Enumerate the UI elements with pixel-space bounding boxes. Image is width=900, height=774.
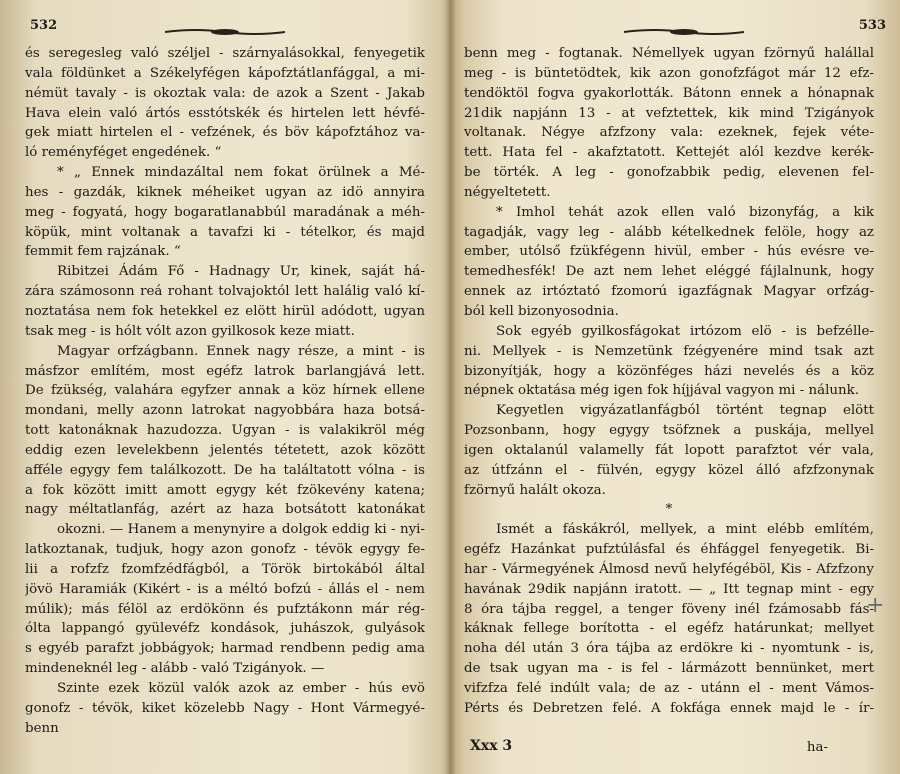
text-line: be törték. A leg - gonofzabbik pedig, elevenen fel- xyxy=(464,165,874,181)
text-line: * Imhol tehát azok ellen való bizonyfág, a kik xyxy=(496,204,874,220)
text-line: tsak meg - is hólt vólt azon gyilkosok keze miatt. xyxy=(25,323,355,339)
text-line: vifzfza felé indúlt vala; de az - utánn el - ment Vámos- xyxy=(464,681,874,696)
text-line: temedhesfék! De azt nem lehet eléggé fájlalnunk, hogy xyxy=(464,264,874,280)
text-line: nagy méltatlanfág, azért az haza botsátott katonákat xyxy=(25,502,425,518)
text-line: 21dik napjánn 13 - at vefztettek, kik mind Tzigányok xyxy=(464,105,874,121)
left-page-text xyxy=(25,44,425,739)
text-line: az útfzánn el - fülvén, egygy közel álló afzfzonynak xyxy=(464,462,874,478)
text-line: a fok között imitt amott egygy két fzökevény katena; xyxy=(25,482,425,498)
right-page xyxy=(450,0,900,774)
text-line: gek miatt hirtelen el - vefzének, és böv kápofztához va- xyxy=(25,125,425,141)
text-line: Ismét a fáskákról, mellyek, a mint elébb említém, xyxy=(496,522,874,538)
page-number: 533 xyxy=(858,18,886,33)
text-line: tett. Hata fel - akafztatott. Kettejét alól kezdve kerék- xyxy=(464,145,874,161)
text-line: okozni. — Hanem a menynyire a dolgok eddig ki - nyi- xyxy=(57,522,425,538)
text-line: másfzor említém, most egéfz latrok barlangjává lett. xyxy=(25,363,425,379)
text-line: fzörnyű halált okoza. xyxy=(464,482,606,498)
text-line: vala földünket a Székelyfégen kápofztátlanfággal, a mi- xyxy=(25,65,425,81)
text-line: latkoztanak, tudjuk, hogy azon gonofz - tévök egygy fe- xyxy=(25,542,425,558)
text-line: afféle egygy fem találkozott. De ha találtatott vólna - is xyxy=(25,462,425,478)
text-line: har - Vármegyének Álmosd nevű helyfégéböl, Kis - Afzfzony xyxy=(464,561,874,577)
text-line: * „ Ennek mindazáltal nem fokat örülnek a Mé- xyxy=(57,165,425,181)
text-line: Sok egyéb gyilkosfágokat irtózom elö - is befzélle- xyxy=(496,323,874,339)
text-line: lii a rofzfz fzomfzédfágból, a Török birtokából által xyxy=(25,561,425,577)
text-line: de tsak ugyan ma - is fel - lármázott bennünket, mert xyxy=(464,661,874,677)
text-line: Hava elein való ártós esstótskék és hirtelen lett hévfé- xyxy=(25,105,425,121)
text-line: Szinte ezek közül valók azok az ember - hús evö xyxy=(57,681,425,696)
header-ornament-icon xyxy=(624,28,744,36)
header-ornament-icon xyxy=(165,28,285,36)
text-line: * xyxy=(665,502,673,518)
text-line: ennek az irtóztató fzomorú igazfágnak Magyar orfzág- xyxy=(464,284,874,300)
text-line: benn xyxy=(25,720,59,736)
text-line: s egyéb parafzt jobbágyok; harmad rendbenn pedig ama xyxy=(25,641,425,657)
text-line: ember, utólső fzükfégenn hivül, ember - hús evésre ve- xyxy=(464,244,874,260)
text-line: De fzükség, valahára egyfzer annak a köz hírnek ellene xyxy=(25,383,425,399)
text-line: 8 óra tájba reggel, a tenger föveny inél fzámosabb fás- xyxy=(464,601,874,617)
text-line: ni. Mellyek - is Nemzetünk fzégyenére mind tsak azt xyxy=(464,343,874,359)
text-line: femmit fem rajzának. “ xyxy=(25,244,181,260)
text-line: noha dél után 3 óra tájba az erdökre ki - nyomtunk - is, xyxy=(464,641,874,657)
signature-mark: Xxx 3 xyxy=(470,738,513,754)
catchword: ha- xyxy=(806,740,828,755)
text-line: bizonyítják, hogy a közönféges házi nevelés és a köz xyxy=(464,363,874,379)
text-line: tendöktöl fogva gyakorlották. Bátonn ennek a hónapnak xyxy=(464,85,874,101)
text-line: népnek oktatása még igen fok híjjával vagyon mi - nálunk. xyxy=(464,383,859,399)
scan-cross-icon: + xyxy=(866,593,885,618)
text-line: meg - fogyatá, hogy bogaratlanabbúl maradának a méh- xyxy=(25,204,425,220)
text-line: Pérts és Debretzen felé. A fokfága ennek majd le - ír- xyxy=(464,700,874,716)
text-line: Ribitzei Ádám Fő - Hadnagy Ur, kinek, saját há- xyxy=(57,264,425,280)
text-line: Pozsonbann, hogy egygy tsöfznek a puskája, mellyel xyxy=(464,423,874,439)
text-line: jövö Haramiák (Kikért - is a méltó bofzú - állás el - nem xyxy=(25,581,425,597)
text-line: tott katonáknak hazudozza. Ugyan - is valakikröl még xyxy=(25,423,425,439)
text-line: Magyar orfzágbann. Ennek nagy része, a mint - is xyxy=(57,343,425,359)
text-line: múlik); más félöl az erdökönn és pufztákonn már rég- xyxy=(25,601,425,617)
text-line: hes - gazdák, kiknek méheiket ugyan az idö annyira xyxy=(25,184,425,200)
text-line: mondani, melly azonn latrokat nagyobbára haza botsá- xyxy=(25,403,425,419)
text-line: négyeltetett. xyxy=(464,184,551,200)
text-line: voltanak. Négye afzfzony vala: ezeknek, fejek véte- xyxy=(464,125,874,141)
right-page-text xyxy=(464,44,874,719)
text-line: ból kell bizonyosodnia. xyxy=(464,303,619,319)
text-line: egéfz Hazánkat pufztúlásfal és éhfággel fenyegetik. Bi- xyxy=(464,542,874,558)
page-number: 532 xyxy=(30,18,58,33)
text-line: tagadják, vagy leg - alább kételkednek felöle, hogy az xyxy=(464,224,874,240)
text-line: zára számosonn reá rohant tolvajoktól lett halálig való kí- xyxy=(25,284,425,300)
text-line: noztatása nem fok hetekkel ez elött hirül adódott, ugyan xyxy=(25,303,425,319)
text-line: gonofz - tévök, kiket közelebb Nagy - Hont Vármegyé- xyxy=(25,700,425,716)
text-line: Kegyetlen vigyázatlanfágból történt tegnap elött xyxy=(496,403,874,419)
text-line: meg - is büntetödtek, kik azon gonofzfágot már 12 efz- xyxy=(464,65,874,81)
text-line: mindeneknél leg - alább - való Tzigányok. — xyxy=(25,661,325,677)
text-line: némüt tavaly - is okoztak vala: de azok a Szent - Jakab xyxy=(25,85,425,101)
text-line: és seregesleg való széljel - szárnyalásokkal, fenyegetik xyxy=(25,46,425,61)
text-line: igen oktalanúl valamelly fát lopott parafztot vér vala, xyxy=(464,442,874,458)
text-line: ólta lappangó gyülevéfz kondások, juhászok, gulyások xyxy=(25,621,425,637)
text-line: eddig ezen levelekbenn jelentés tétetett, azok között xyxy=(25,442,425,458)
text-line: havának 29dik napjánn iratott. — „ Itt tegnap mint - egy xyxy=(464,581,874,597)
text-line: ló reményféget engedének. “ xyxy=(25,145,222,161)
text-line: köpük, mint voltanak a tavafzi ki - tételkor, és majd xyxy=(25,224,425,240)
text-line: benn meg - fogtanak. Némellyek ugyan fzörnyű halállal xyxy=(464,46,874,61)
text-line: káknak fellege borította - el egéfz határunkat; mellyet xyxy=(464,621,874,637)
